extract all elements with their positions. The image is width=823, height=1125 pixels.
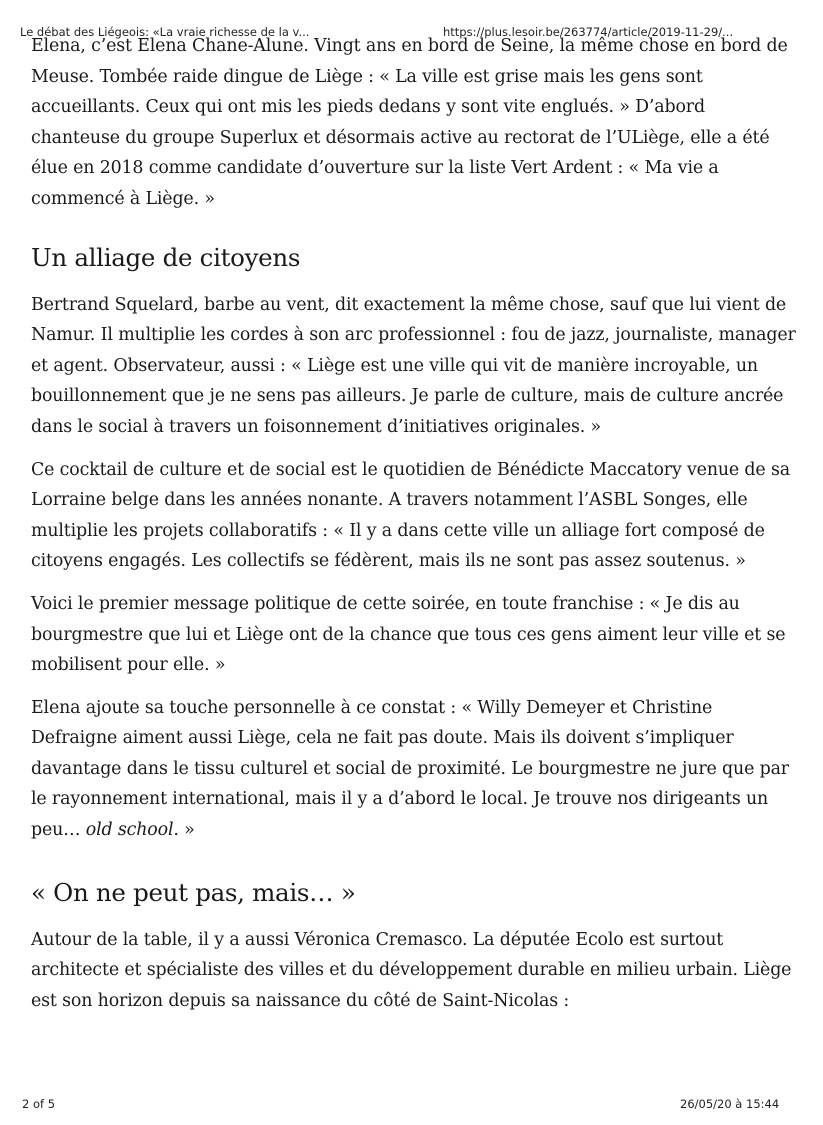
paragraph-text: Elena ajoute sa touche personnelle à ce constat : « Willy Demeyer et Christine Defraigne aiment aussi Liège, cela ne fait pas doute. Mais ils doivent s’impliquer davantage dans le tissu culturel et social de proximité. Le bourgmestre ne jure que par le rayonnement international, mais il y a d’abord le local. Je trouve nos dirigeants un peu… [31,697,789,841]
section-heading-alliage: Un alliage de citoyens [31,242,301,272]
print-header-url: https://plus.lesoir.be/263774/article/2019-11-29/... [443,25,734,39]
print-header-title: Le débat des Liégeois: «La vraie richesse de la v... [20,25,310,39]
paragraph-text-end: . » [173,820,195,841]
italic-phrase: old school [85,820,174,841]
paragraph-bertrand: Bertrand Squelard, barbe au vent, dit exactement la même chose, sauf que lui vient de Namur. Il multiplie les cordes à son arc professionnel : fou de jazz, journaliste, manager et agent. Observateur, aussi : « Liège est une ville qui vit de manière incroyable, un bouillonnement que je ne sens pas ailleurs. Je parle de culture, mais de culture ancrée dans le social à travers un foisonnement d’initiatives originales. » [31,294,796,437]
article-body [31,31,796,1028]
paragraph-veronica: Autour de la table, il y a aussi Véronica Cremasco. La députée Ecolo est surtout architecte et spécialiste des villes et du développement durable en milieu urbain. Liège est son horizon depuis sa naissance du côté de Saint-Nicolas : [31,929,792,1011]
paragraph-political-message: Voici le premier message politique de cette soirée, en toute franchise : « Je dis au bourgmestre que lui et Liège ont de la chance que tous ces gens aiment leur ville et se mobilisent pour elle. » [31,593,786,676]
paragraph-elena-constat [31,693,796,846]
paragraph-benedicte: Ce cocktail de culture et de social est le quotidien de Bénédicte Maccatory venue de sa Lorraine belge dans les années nonante. A travers notamment l’ASBL Songes, elle multiplie les projets collaboratifs : « Il y a dans cette ville un alliage fort composé de citoyens engagés. Les collectifs se fédèrent, mais ils ne sont pas assez soutenus. » [31,459,790,572]
section-heading-on-ne-peut-pas: « On ne peut pas, mais… » [31,877,356,907]
print-footer-datetime: 26/05/20 à 15:44 [680,1097,780,1111]
paragraph-elena-intro: Elena, c’est Elena Chane-Alune. Vingt ans en bord de Seine, la même chose en bord de Meuse. Tombée raide dingue de Liège : « La ville est grise mais les gens sont accueillants. Ceux qui ont mis les pieds dedans y sont vite englués. » D’abord chanteuse du groupe Superlux et désormais active au rectorat de l’ULiège, elle a été élue en 2018 comme candidate d’ouverture sur la liste Vert Ardent : « Ma vie a commencé à Liège. » [31,36,788,209]
print-footer-page: 2 of 5 [22,1097,56,1111]
